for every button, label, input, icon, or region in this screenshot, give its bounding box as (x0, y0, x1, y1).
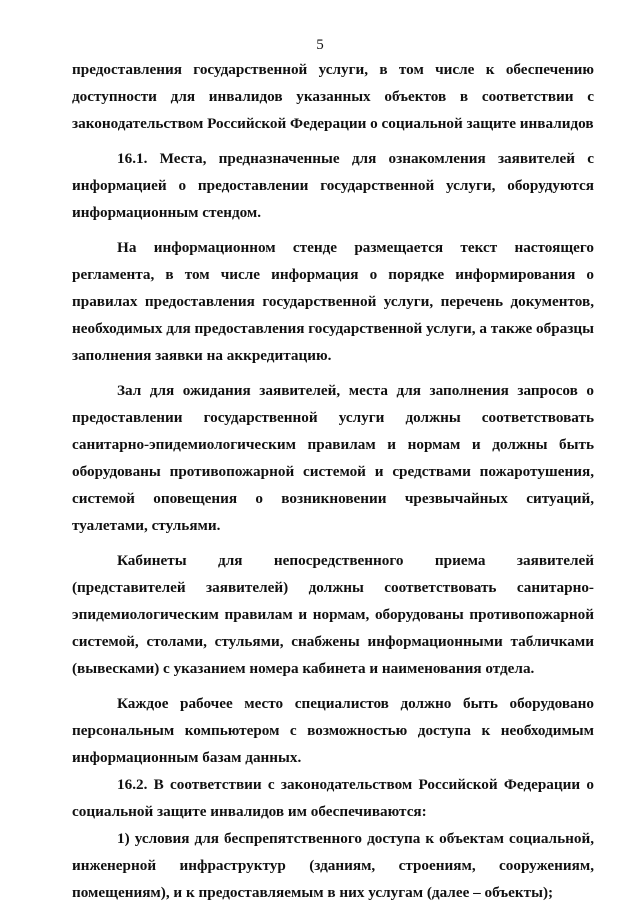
document-body (72, 56, 594, 906)
paragraph-16-1: 16.1. Места, предназначенные для ознакомления заявителей с информацией о предоставлении государственной услуги, оборудуются информационным стендом. (72, 150, 594, 221)
paragraph-intro-continuation: предоставления государственной услуги, в том числе к обеспечению доступности для инвалидов указанных объектов в соответствии с законодательством Российской Федерации о социальной защите инвалидов (72, 61, 594, 132)
paragraph-waiting-hall: Зал для ожидания заявителей, места для заполнения запросов о предоставлении государственной услуги должны соответствовать санитарно-эпидемиологическим правилам и нормам и должны быть оборудованы противопожарной системой и средствами пожаротушения, системой оповещения о возникновении чрезвычайных ситуаций, туалетами, стульями. (72, 382, 594, 534)
page-number: 5 (316, 37, 324, 53)
paragraph-16-2: 16.2. В соответствии с законодательством Российской Федерации о социальной защите инвалидов им обеспечиваются: (72, 776, 594, 820)
paragraph-workplace: Каждое рабочее место специалистов должно быть оборудовано персональным компьютером с возможностью доступа к необходимым информационным базам данных. (72, 695, 594, 766)
paragraph-reception-rooms: Кабинеты для непосредственного приема заявителей (представителей заявителей) должны соответствовать санитарно-эпидемиологическим правилам и нормам, оборудованы противопожарной системой, столами, стульями, снабжены информационными табличками (вывесками) с указанием номера кабинета и наименования отдела. (72, 552, 594, 677)
paragraph-info-stand: На информационном стенде размещается текст настоящего регламента, в том числе информация о порядке информирования о правилах предоставления государственной услуги, перечень документов, необходимых для предоставления государственной услуги, а также образцы заполнения заявки на аккредитацию. (72, 239, 594, 364)
paragraph-item-1: 1) условия для беспрепятственного доступа к объектам социальной, инженерной инфраструктур (зданиям, строениям, сооружениям, помещениям), и к предоставляемым в них услугам (далее – объекты); (72, 830, 594, 901)
